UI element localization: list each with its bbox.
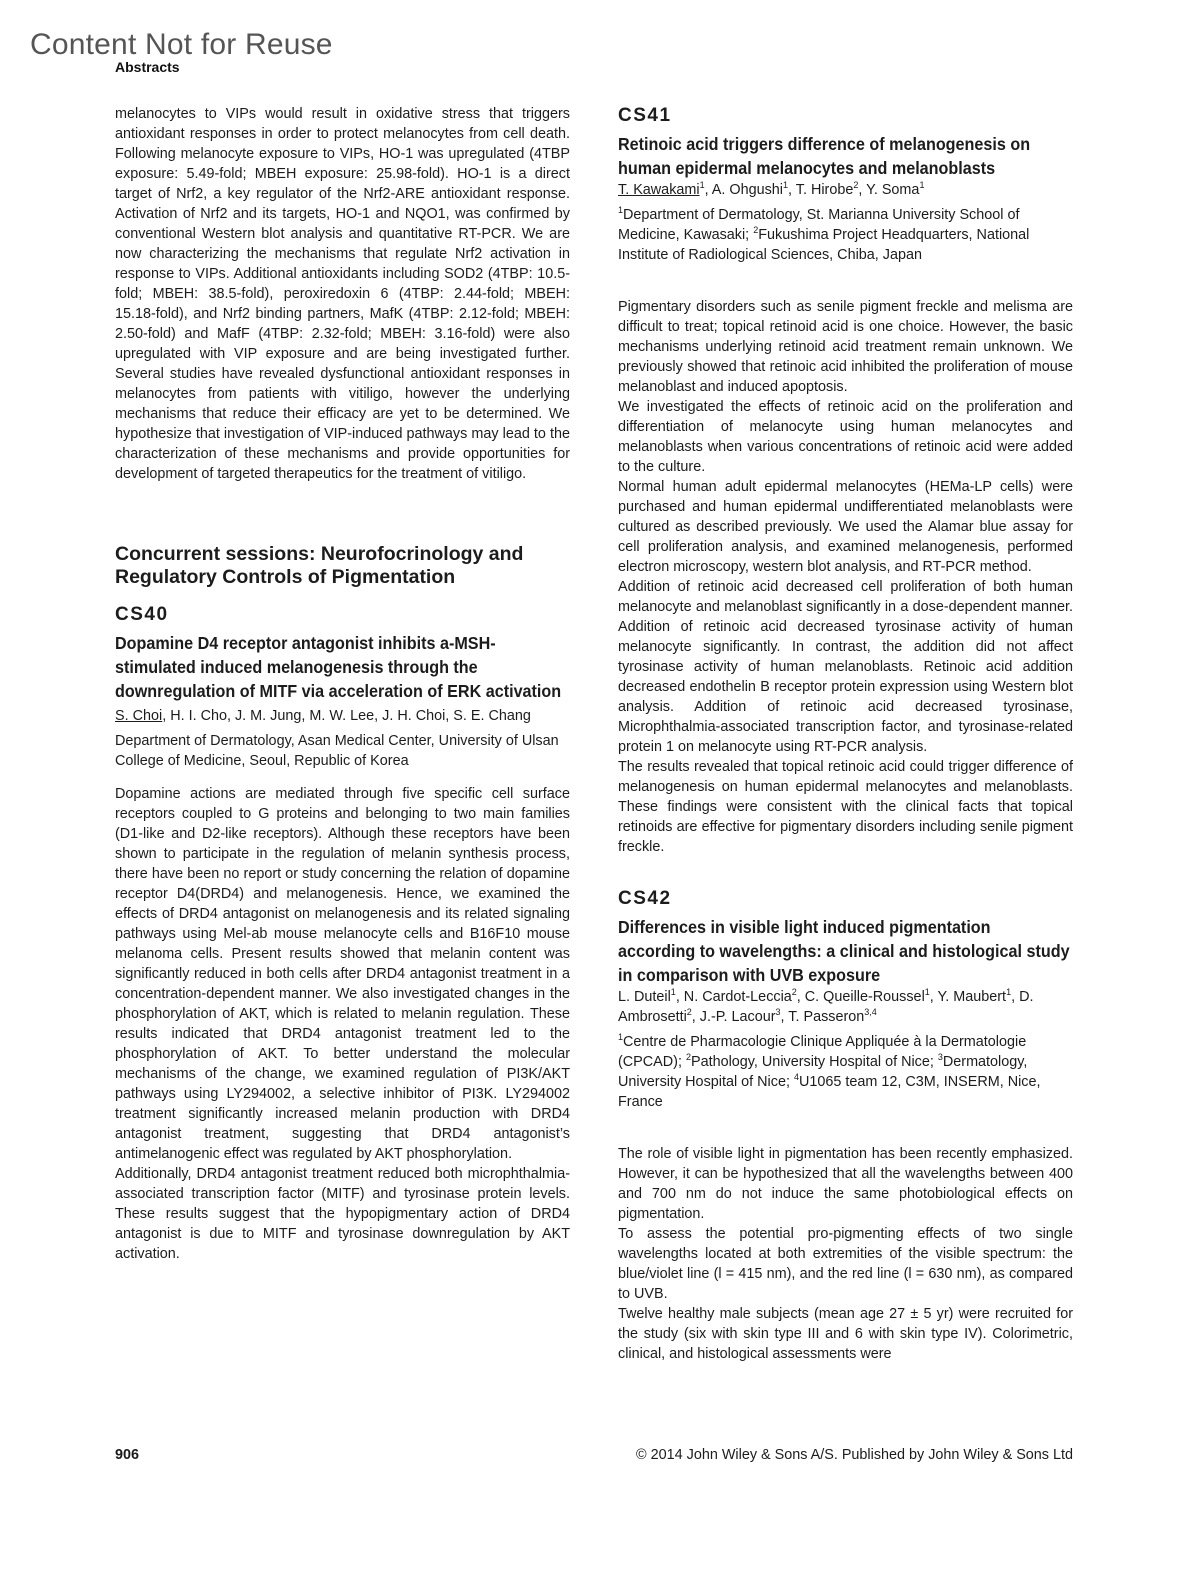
abstract-paragraph: Normal human adult epidermal melanocytes (HEMa-LP cells) were purchased and human epidermal undifferentiated melanoblasts were cultured as described previously. We used the Alamar blue assay for cell proliferation analysis, and examined melanogenesis, performed electron microscopy, western blot analysis, and RT-PCR method. bbox=[618, 479, 1073, 575]
abstract-paragraph: The role of visible light in pigmentation has been recently emphasized. However, it can be hypothesized that all the wavelengths between 400 and 700 nm do not induce the same photobiological effects on pigmentation. bbox=[618, 1146, 1073, 1222]
right-column bbox=[618, 104, 1073, 1364]
superscript-marker: 1 bbox=[924, 987, 930, 998]
abstract-title: Dopamine D4 receptor antagonist inhibits a-MSH-stimulated induced melanogenesis through the downregulation of MITF via acceleration of ERK activation bbox=[115, 633, 562, 701]
superscript-marker: 1 bbox=[1006, 987, 1012, 998]
abstract-title: Differences in visible light induced pigmentation according to wavelengths: a clinical and histological study in comparison with UVB exposure bbox=[618, 917, 1070, 985]
author-name: , Y. Soma bbox=[858, 182, 920, 198]
page-number: 906 bbox=[115, 1447, 140, 1463]
session-heading: Concurrent sessions: Neurofocrinology and Regulatory Controls of Pigmentation bbox=[115, 543, 524, 588]
intro-paragraph: melanocytes to VIPs would result in oxidative stress that triggers antioxidant responses in order to protect melanocytes from cell death. Following melanocyte exposure to VIPs, HO-1 was upregulated (4TBP exposure: 5.49-fold; MBEH exposure: 25.98-fold). HO-1 is a direct target of Nrf2, a key regulator of the Nrf2-ARE antioxidant response. Activation of Nrf2 and its targets, HO-1 and NQO1, was confirmed by conventional Western blot analysis and quantitative RT-PCR. We are now characterizing the mechanisms that regulate Nrf2 activation in response to VIPs. Additional antioxidants including SOD2 (4TBP: 10.5-fold; MBEH: 38.5-fold), peroxiredoxin 6 (4TBP: 2.44-fold; MBEH: 15.18-fold), and Nrf2 binding partners, MafK (4TBP: 2.12-fold; MBEH: 2.50-fold) and MafF (4TBP: 2.32-fold; MBEH: 3.16-fold) were also upregulated with VIP exposure and are being investigated further. Several studies have revealed dysfunctional antioxidant responses in melanocytes from patients with vitiligo, however the underlying mechanisms that reduce their efficacy are yet to be determined. We hypothesize that investigation of VIP-induced pathways may lead to the characterization of these mechanisms and provide opportunities for development of targeted therapeutics for the treatment of vitiligo. bbox=[115, 106, 570, 482]
presenting-author: S. Choi bbox=[115, 708, 163, 724]
author-name: , A. Ohgushi bbox=[704, 182, 783, 198]
abstract-title: Retinoic acid triggers difference of melanogenesis on human epidermal melanocytes and melanoblasts bbox=[618, 134, 1031, 178]
author-name: , N. Cardot-Leccia bbox=[675, 989, 792, 1005]
superscript-marker: 2 bbox=[686, 1007, 692, 1018]
superscript-marker: 3 bbox=[775, 1007, 781, 1018]
affiliation-part: Department of Dermatology, St. Marianna University School of Medicine, Kawasaki; bbox=[618, 207, 1020, 243]
superscript-marker: 3 bbox=[937, 1052, 943, 1063]
author-name: L. Duteil bbox=[618, 989, 671, 1005]
author-name: , T. Hirobe bbox=[788, 182, 854, 198]
superscript-marker: 2 bbox=[685, 1052, 691, 1063]
superscript-marker: 2 bbox=[753, 225, 759, 236]
affiliation bbox=[618, 1032, 1073, 1112]
author-list bbox=[618, 180, 1073, 200]
affiliation-part: Dermatology, University Hospital of Nice; bbox=[618, 1054, 1028, 1090]
abstract-id: CS41 bbox=[618, 105, 672, 126]
abstract-paragraph: To assess the potential pro-pigmenting effects of two single wavelengths located at both extremities of the visible spectrum: the blue/violet line (l = 415 nm), and the red line (l = 630 nm), as compared to UVB. bbox=[618, 1226, 1073, 1302]
superscript-marker: 1 bbox=[618, 1032, 624, 1043]
abstract-cs42 bbox=[618, 887, 1073, 1364]
superscript-marker: 1 bbox=[670, 987, 676, 998]
affiliation: Department of Dermatology, Asan Medical Center, University of Ulsan College of Medicine, Seoul, Republic of Korea bbox=[115, 733, 559, 769]
abstract-id: CS40 bbox=[115, 604, 169, 625]
abstract-paragraph: Additionally, DRD4 antagonist treatment reduced both microphthalmia-associated transcription factor (MITF) and tyrosinase protein levels. These results suggest that the hypopigmentary action of DRD4 antagonist is due to MITF and tyrosinase downregulation by AKT activation. bbox=[115, 1166, 570, 1262]
abstract-paragraph: We investigated the effects of retinoic acid on the proliferation and differentiation of melanocyte using human melanocytes and melanoblasts when various concentrations of retinoic acid were added to the culture. bbox=[618, 399, 1073, 475]
left-column bbox=[115, 104, 570, 1264]
author-name: , C. Queille-Roussel bbox=[796, 989, 925, 1005]
superscript-marker: 4 bbox=[793, 1072, 799, 1083]
author-name: , Y. Maubert bbox=[929, 989, 1007, 1005]
abstract-cs40 bbox=[115, 603, 570, 1264]
author-name: , D. Ambrosetti bbox=[618, 989, 1034, 1025]
superscript-marker: 1 bbox=[783, 180, 789, 191]
abstract-paragraph: The results revealed that topical retinoic acid could trigger difference of melanogenesis on human epidermal melanocytes and melanoblasts. These findings were consistent with the clinical facts that topical retinoids are effective for pigmentary disorders including senile pigment freckle. bbox=[618, 759, 1073, 855]
co-authors bbox=[700, 182, 925, 198]
superscript-marker: 2 bbox=[791, 987, 797, 998]
affiliation-part: Pathology, University Hospital of Nice; bbox=[690, 1054, 938, 1070]
author-name: , J.-P. Lacour bbox=[691, 1009, 776, 1025]
superscript-marker: 1 bbox=[919, 180, 925, 191]
affiliation-part: U1065 team 12, C3M, INSERM, Nice, France bbox=[618, 1074, 1041, 1110]
abstract-id: CS42 bbox=[618, 888, 672, 909]
superscript-marker: 1 bbox=[699, 180, 705, 191]
superscript-marker: 3,4 bbox=[864, 1007, 877, 1018]
watermark: Content Not for Reuse bbox=[30, 28, 333, 61]
abstract-paragraph: Addition of retinoic acid decreased cell proliferation of both human melanocyte and melanoblast significantly in a dose-dependent manner. Addition of retinoic acid decreased tyrosinase activity of human melanocyte significantly. In contrast, the addition did not affect tyrosinase activity of human melanoblasts. Retinoic acid addition decreased endothelin B receptor protein expression using Western blot analysis. Addition of retinoic acid decreased tyrosinase, Microphthalmia-associated transcription factor, and tyrosinase-related protein 1 on melanocyte using RT-PCR analysis. bbox=[618, 579, 1073, 755]
affiliation-part: Centre de Pharmacologie Clinique Appliquée à la Dermatologie (CPCAD); bbox=[618, 1034, 1027, 1070]
affiliation bbox=[618, 205, 1073, 265]
abstract-paragraph: Twelve healthy male subjects (mean age 27 ± 5 yr) were recruited for the study (six with skin type III and 6 with skin type IV). Colorimetric, clinical, and histological assessments were bbox=[618, 1306, 1073, 1362]
superscript-marker: 1 bbox=[618, 205, 624, 216]
presenting-author: T. Kawakami bbox=[618, 182, 700, 198]
superscript-marker: 2 bbox=[853, 180, 859, 191]
co-authors: , H. I. Cho, J. M. Jung, M. W. Lee, J. H. Choi, S. E. Chang bbox=[162, 708, 531, 724]
abstract-paragraph: Dopamine actions are mediated through five specific cell surface receptors coupled to G proteins and belonging to two main families (D1-like and D2-like receptors). Although these receptors have been shown to participate in the regulation of melanin synthesis process, there have been no report or study concerning the relation of dopamine receptor D4(DRD4) and melanogenesis. Hence, we examined the effects of DRD4 antagonist on melanogenesis and its related signaling pathways using Mel-ab mouse melanocyte cells and B16F10 mouse melanoma cells. Present results showed that melanin content was significantly reduced in both cells after DRD4 antagonist treatment in a concentration-dependent manner. We also investigated changes in the phosphorylation of AKT, which is related to melanin regulation. These results indicated that DRD4 antagonist treatment led to the phosphorylation of AKT. To better understand the molecular mechanisms of the change, we examined regulation of PI3K/AKT pathways using LY294002, a selective inhibitor of PI3K. LY294002 treatment significantly increased melanin production with DRD4 antagonist treatment, suggesting that DRD4 antagonist’s antimelanogenic effect was regulated by AKT phosphorylation. bbox=[115, 786, 570, 1162]
abstract-cs41 bbox=[618, 104, 1073, 857]
affiliation-part: Fukushima Project Headquarters, National Institute of Radiological Sciences, Chiba, Japan bbox=[618, 227, 1030, 263]
section-label: Abstracts bbox=[115, 59, 180, 75]
abstract-paragraph: Pigmentary disorders such as senile pigment freckle and melisma are difficult to treat; topical retinoid acid is one choice. However, the basic mechanisms underlying retinoid acid treatment remain unknown. We previously showed that retinoic acid inhibited the proliferation of mouse melanoblast and induced apoptosis. bbox=[618, 299, 1073, 395]
author-name: , T. Passeron bbox=[780, 1009, 865, 1025]
author-list bbox=[618, 987, 1073, 1027]
copyright-notice: © 2014 John Wiley & Sons A/S. Published by John Wiley & Sons Ltd bbox=[636, 1447, 1073, 1463]
author-list bbox=[115, 706, 570, 726]
